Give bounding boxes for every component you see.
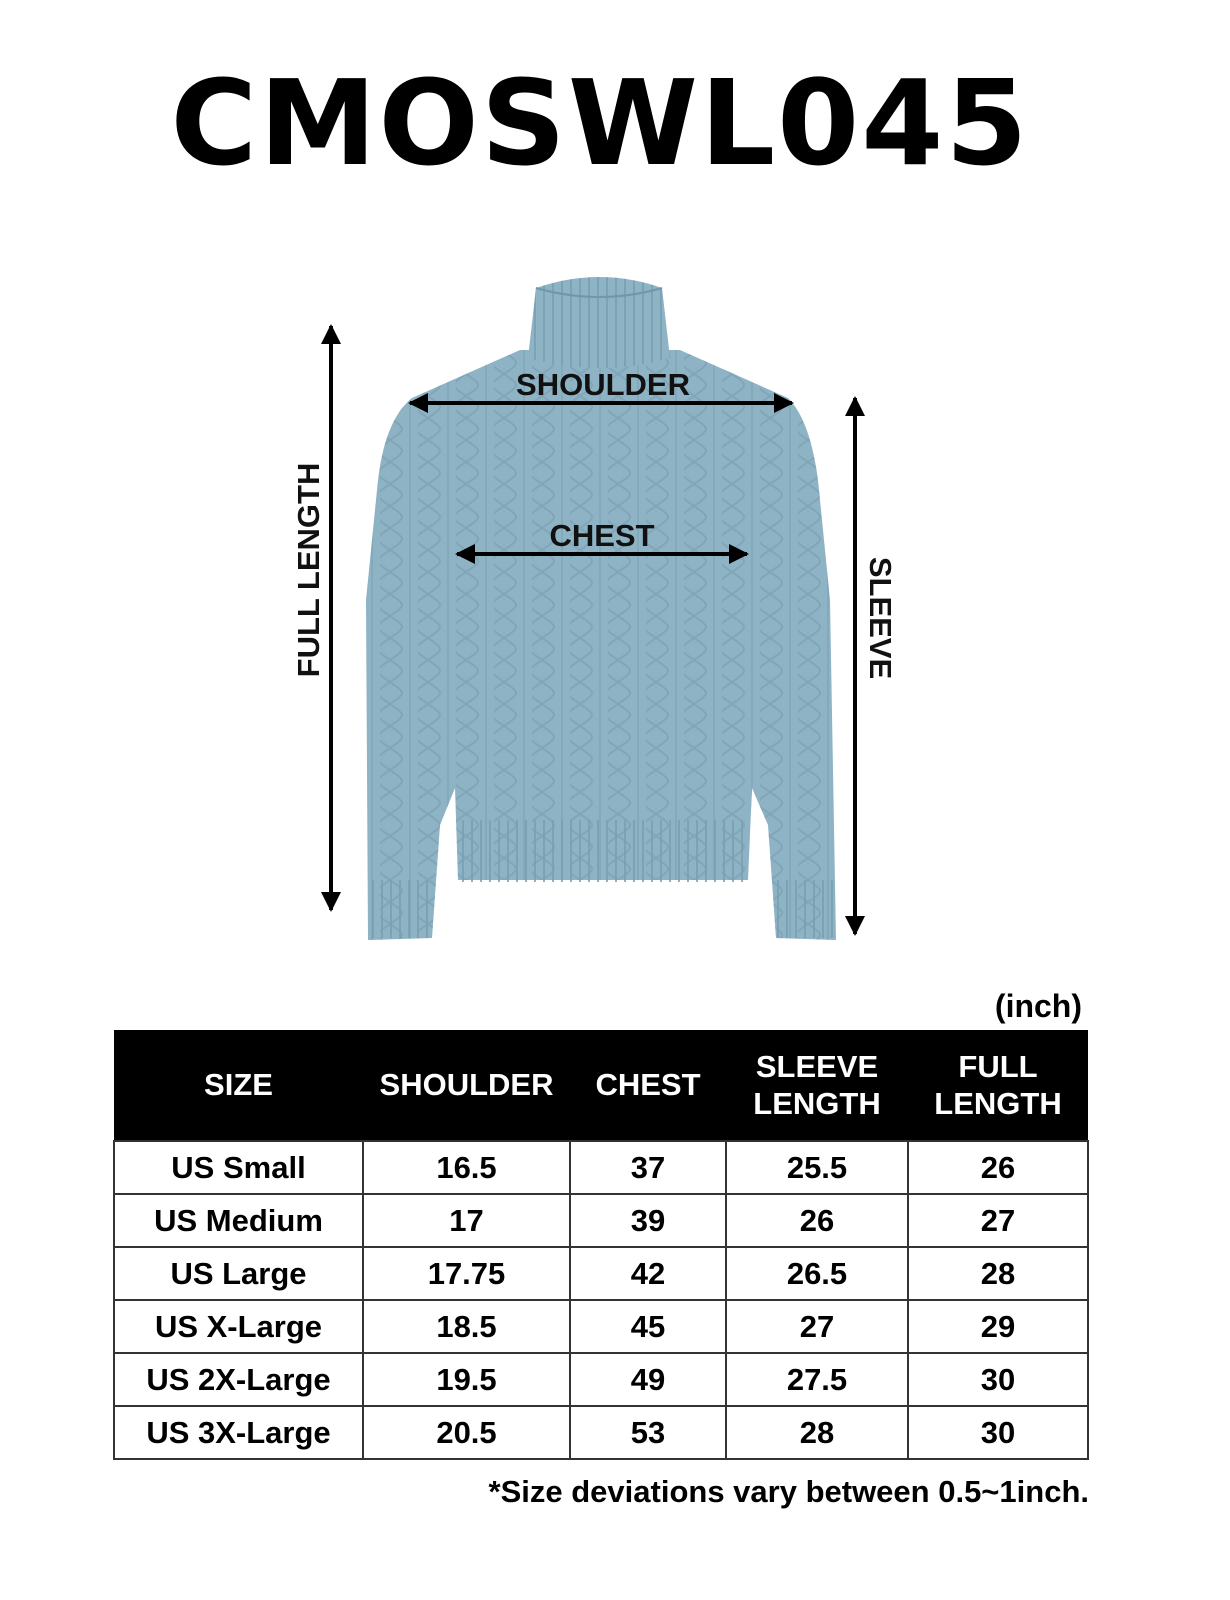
table-cell: US X-Large [114,1300,363,1353]
table-cell: 39 [570,1194,726,1247]
table-cell: 42 [570,1247,726,1300]
table-row [114,1141,1088,1194]
table-cell: 27.5 [726,1353,908,1406]
table-row [114,1300,1088,1353]
table-cell: US 2X-Large [114,1353,363,1406]
sleeve-label: SLEEVE [863,556,898,680]
table-cell: 19.5 [363,1353,570,1406]
table-cell: 37 [570,1141,726,1194]
table-cell: 28 [908,1247,1088,1300]
table-cell: 26.5 [726,1247,908,1300]
unit-note: (inch) [994,988,1082,1024]
sleeve-cuff-left [368,880,432,938]
table-cell: US Small [114,1141,363,1194]
shoulder-label: SHOULDER [516,367,690,402]
chest-label: CHEST [549,518,655,553]
table-row [114,1353,1088,1406]
size-deviation-footnote: *Size deviations vary between 0.5~1inch. [488,1474,1089,1509]
header-size: SIZE [114,1030,363,1141]
header-sleeve-length: SLEEVE LENGTH [726,1030,908,1141]
header-chest: CHEST [570,1030,726,1141]
table-cell: 18.5 [363,1300,570,1353]
table-cell: US Medium [114,1194,363,1247]
table-cell: 26 [726,1194,908,1247]
table-cell: 16.5 [363,1141,570,1194]
table-cell: 30 [908,1406,1088,1459]
table-cell: 30 [908,1353,1088,1406]
header-shoulder: SHOULDER [363,1030,570,1141]
table-cell: 20.5 [363,1406,570,1459]
product-code-title: CMOSWL045 [170,54,1030,192]
table-row [114,1194,1088,1247]
table-cell: 45 [570,1300,726,1353]
table-row [114,1247,1088,1300]
sweater-waist-rib [458,820,748,882]
table-cell: 49 [570,1353,726,1406]
table-cell: 17.75 [363,1247,570,1300]
table-cell: US Large [114,1247,363,1300]
table-cell: 27 [908,1194,1088,1247]
table-header-row [114,1030,1088,1141]
table-cell: 27 [726,1300,908,1353]
table-cell: 26 [908,1141,1088,1194]
table-cell: 25.5 [726,1141,908,1194]
table-cell: 29 [908,1300,1088,1353]
table-cell: 28 [726,1406,908,1459]
header-full-length: FULL LENGTH [908,1030,1088,1141]
full-length-label: FULL LENGTH [291,462,326,678]
sleeve-cuff-right [774,880,836,938]
table-cell: 53 [570,1406,726,1459]
table-row [114,1406,1088,1459]
table-cell: 17 [363,1194,570,1247]
table-cell: US 3X-Large [114,1406,363,1459]
size-chart-table [113,1030,1089,1460]
